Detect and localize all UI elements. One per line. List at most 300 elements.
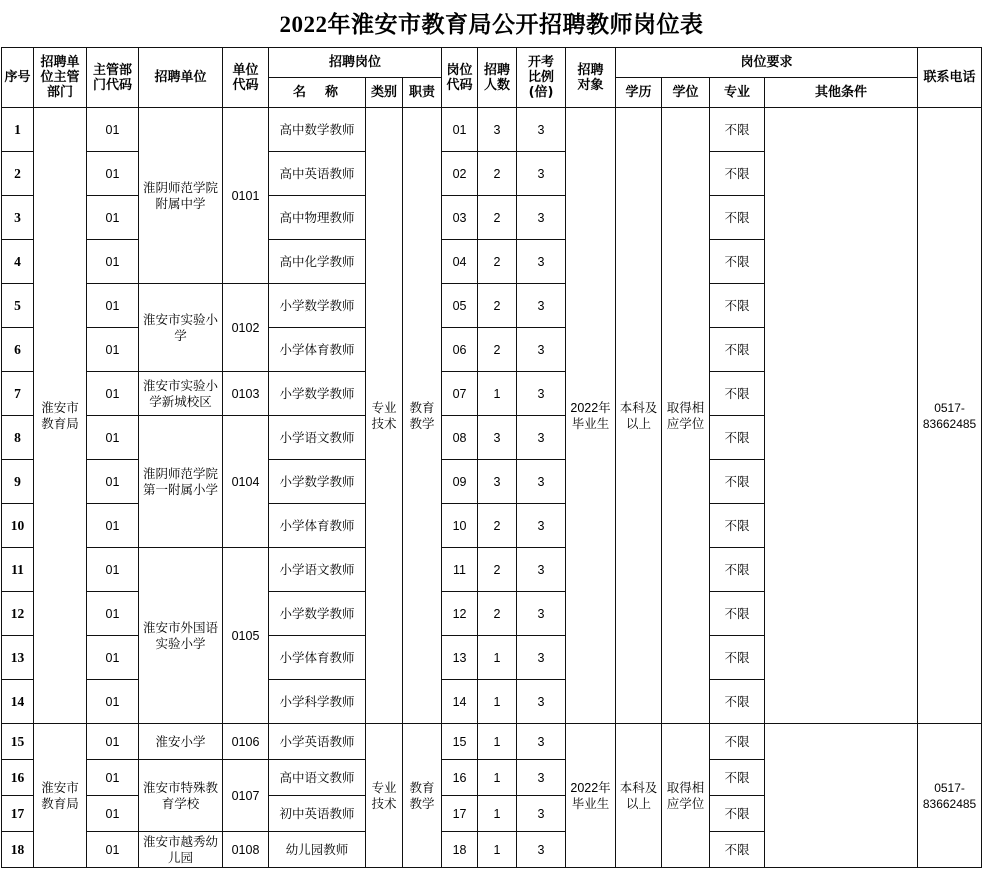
major-cell [710,796,765,832]
row-number-cell [2,328,34,372]
duty-cell [403,108,442,724]
exam-ratio: 3 [537,734,545,749]
dept-code-cell [87,196,139,240]
header-duty [403,78,442,108]
degree: 取得相应学位 [666,780,705,811]
exam-ratio-cell [517,240,566,284]
exam-ratio-cell [517,548,566,592]
other-conditions-cell [765,724,918,868]
exam-ratio: 3 [537,166,545,181]
header-dept-label: 招聘单位主管部门 [40,55,80,100]
row-number: 8 [14,429,21,445]
post-code-cell [442,548,478,592]
dept-code: 01 [105,386,120,401]
header-dept-code [87,48,139,108]
header-post-name [269,78,366,108]
exam-ratio-cell [517,196,566,240]
dept-code: 01 [105,518,120,533]
post-code-cell [442,416,478,460]
unit-name-cell [139,548,223,724]
phone-cell [918,724,982,868]
post-name-cell [269,548,366,592]
unit-code: 0108 [231,842,260,857]
dept-cell [34,724,87,868]
header-hire-count-label: 招聘人数 [484,62,511,93]
hire-count-cell [478,152,517,196]
education-cell [616,108,662,724]
unit-name-cell [139,416,223,548]
dept-code: 01 [105,166,120,181]
major-cell [710,592,765,636]
exam-ratio-cell [517,592,566,636]
post-code: 14 [452,694,467,709]
dept-code: 01 [105,734,120,749]
unit-name-cell [139,760,223,832]
dept-code: 01 [105,430,120,445]
target-cell [566,108,616,724]
row-number: 7 [14,385,21,401]
row-number-cell [2,680,34,724]
header-degree-label: 学位 [672,85,699,100]
post-name-cell [269,504,366,548]
row-number-cell [2,152,34,196]
exam-ratio-cell [517,832,566,868]
post-name: 小学数学教师 [279,386,355,401]
post-code: 12 [452,606,467,621]
header-phone-label: 联系电话 [923,70,976,85]
post-code-cell [442,372,478,416]
row-number: 17 [10,805,25,821]
hire-count-cell [478,760,517,796]
exam-ratio: 3 [537,254,545,269]
post-code: 15 [452,734,467,749]
header-unit [139,48,223,108]
major-cell [710,636,765,680]
dept-code: 01 [105,650,120,665]
hire-count: 2 [493,606,501,621]
dept-code: 01 [105,770,120,785]
row-number: 12 [10,605,25,621]
exam-ratio: 3 [537,474,545,489]
major: 不限 [724,122,750,137]
hire-count-cell [478,724,517,760]
dept-code-cell [87,284,139,328]
unit-code-cell [223,832,269,868]
post-code: 02 [452,166,467,181]
target: 2022年毕业生 [570,780,611,811]
post-code: 09 [452,474,467,489]
header-education-label: 学历 [625,85,652,100]
major-cell [710,548,765,592]
post-name-cell [269,680,366,724]
post-code-cell [442,284,478,328]
post-name: 高中英语教师 [279,166,355,181]
exam-ratio-cell [517,760,566,796]
unit-code-cell [223,108,269,284]
dept-code-cell [87,460,139,504]
hire-count: 3 [493,430,501,445]
hire-count-cell [478,548,517,592]
hire-count: 1 [493,770,501,785]
table-row [2,108,982,152]
exam-ratio-cell [517,636,566,680]
unit-code: 0106 [231,734,260,749]
header-exam-ratio-label: 开考比例(倍) [528,55,555,100]
hire-count-cell [478,284,517,328]
exam-ratio-cell [517,372,566,416]
hire-count: 2 [493,298,501,313]
page-title: 2022年淮安市教育局公开招聘教师岗位表 [279,12,704,37]
post-code-cell [442,680,478,724]
post-name-cell [269,108,366,152]
hire-count-cell [478,796,517,832]
major: 不限 [724,342,750,357]
hire-count: 2 [493,518,501,533]
education: 本科及以上 [619,780,658,811]
major: 不限 [724,386,750,401]
post-code: 04 [452,254,467,269]
post-name-cell [269,796,366,832]
row-number: 4 [14,253,21,269]
hire-count: 2 [493,342,501,357]
exam-ratio: 3 [537,562,545,577]
dept-code: 01 [105,474,120,489]
dept-code: 01 [105,606,120,621]
major: 不限 [724,210,750,225]
target-cell [566,724,616,868]
post-code: 06 [452,342,467,357]
post-code: 10 [452,518,467,533]
degree-cell [662,108,710,724]
recruitment-table [1,47,982,868]
hire-count: 3 [493,122,501,137]
header-post-code [442,48,478,108]
row-number: 14 [10,693,25,709]
dept-code-cell [87,240,139,284]
target: 2022年毕业生 [570,400,611,431]
other-conditions-cell [765,108,918,724]
dept-code: 01 [105,842,120,857]
dept-code-cell [87,760,139,796]
post-code: 03 [452,210,467,225]
post-name: 高中化学教师 [279,254,355,269]
dept-code: 01 [105,122,120,137]
post-name: 高中语文教师 [279,770,355,785]
row-number: 15 [10,733,25,749]
exam-ratio: 3 [537,806,545,821]
post-code-cell [442,460,478,504]
post-name-cell [269,372,366,416]
dept-code-cell [87,372,139,416]
post-name: 小学数学教师 [279,474,355,489]
dept-code: 01 [105,694,120,709]
post-code-cell [442,108,478,152]
duty: 教育教学 [409,780,435,811]
major-cell [710,284,765,328]
major: 不限 [724,518,750,533]
post-code-cell [442,796,478,832]
table-section [2,108,982,724]
header-unit-code-label: 单位代码 [232,62,259,93]
row-number-cell [2,636,34,680]
post-name: 小学体育教师 [279,518,355,533]
post-name-cell [269,240,366,284]
major: 不限 [724,166,750,181]
major: 不限 [724,298,750,313]
exam-ratio-cell [517,284,566,328]
post-code-cell [442,592,478,636]
row-number-cell [2,196,34,240]
duty: 教育教学 [409,400,435,431]
exam-ratio: 3 [537,650,545,665]
row-number-cell [2,832,34,868]
header-target [566,48,616,108]
post-code-cell [442,832,478,868]
table-section [2,724,982,868]
dept-code-cell [87,832,139,868]
major: 不限 [724,694,750,709]
hire-count: 1 [493,806,501,821]
header-unit-label: 招聘单位 [154,70,207,85]
unit-name-cell [139,372,223,416]
hire-count: 2 [493,254,501,269]
dept-code: 01 [105,210,120,225]
education: 本科及以上 [619,400,658,431]
unit-code-cell [223,760,269,832]
post-name: 幼儿园教师 [285,842,349,857]
row-number: 6 [14,341,21,357]
post-code-cell [442,724,478,760]
dept-code: 01 [105,298,120,313]
exam-ratio-cell [517,152,566,196]
unit-name: 淮安小学 [155,734,206,749]
hire-count: 1 [493,694,501,709]
row-number: 18 [10,841,25,857]
phone: 0517-83662485 [922,400,977,431]
hire-count: 3 [493,474,501,489]
hire-count: 1 [493,734,501,749]
duty-cell [403,724,442,868]
dept-code-cell [87,724,139,760]
post-name: 小学体育教师 [279,342,355,357]
header-post-group-label: 招聘岗位 [329,55,382,70]
header-post-code-label: 岗位代码 [446,62,473,93]
post-code: 13 [452,650,467,665]
header-exam-ratio [517,48,566,108]
header-phone [918,48,982,108]
post-name: 小学数学教师 [279,298,355,313]
header-education [616,78,662,108]
post-name: 高中物理教师 [279,210,355,225]
post-code-cell [442,328,478,372]
header-requirements-group [616,48,918,78]
unit-name: 淮安市实验小学 [142,312,218,343]
post-name: 小学语文教师 [279,430,355,445]
hire-count-cell [478,460,517,504]
post-name: 初中英语教师 [279,806,355,821]
unit-code-cell [223,724,269,760]
exam-ratio-cell [517,460,566,504]
exam-ratio-cell [517,796,566,832]
major: 不限 [724,650,750,665]
hire-count: 2 [493,210,501,225]
row-number: 10 [10,517,25,533]
post-name-cell [269,152,366,196]
major-cell [710,460,765,504]
header-major-label: 专业 [724,85,751,100]
post-code: 08 [452,430,467,445]
hire-count-cell [478,328,517,372]
post-name: 小学英语教师 [279,734,355,749]
post-code-cell [442,760,478,796]
major: 不限 [724,254,750,269]
table-header [2,48,982,108]
unit-name: 淮安市实验小学新城校区 [142,378,218,409]
row-number-cell [2,504,34,548]
exam-ratio: 3 [537,518,545,533]
header-category-label: 类别 [370,85,397,100]
post-name-cell [269,832,366,868]
category: 专业技术 [371,780,397,811]
unit-code: 0104 [231,474,260,489]
category-cell [366,108,403,724]
post-name-cell [269,284,366,328]
exam-ratio: 3 [537,298,545,313]
dept-code-cell [87,636,139,680]
degree-cell [662,724,710,868]
dept-code: 01 [105,254,120,269]
major: 不限 [724,734,750,749]
unit-name: 淮阴师范学院附属中学 [142,180,218,211]
header-seq-label: 序号 [4,70,31,85]
hire-count: 1 [493,650,501,665]
major: 不限 [724,474,750,489]
dept-code-cell [87,152,139,196]
post-name-cell [269,592,366,636]
unit-name: 淮安市特殊教育学校 [142,780,218,811]
header-other-conditions-label: 其他条件 [815,85,868,100]
hire-count: 1 [493,842,501,857]
post-name: 小学体育教师 [279,650,355,665]
post-code: 18 [452,842,467,857]
hire-count-cell [478,240,517,284]
major-cell [710,724,765,760]
header-hire-count [478,48,517,108]
exam-ratio-cell [517,504,566,548]
dept-code-cell [87,548,139,592]
hire-count-cell [478,832,517,868]
unit-name: 淮安市越秀幼儿园 [142,834,218,865]
unit-name-cell [139,108,223,284]
unit-code-cell [223,372,269,416]
dept-code-cell [87,416,139,460]
post-code-cell [442,196,478,240]
hire-count-cell [478,196,517,240]
row-number-cell [2,416,34,460]
row-number: 16 [10,769,25,785]
row-number-cell [2,592,34,636]
major-cell [710,832,765,868]
post-code-cell [442,636,478,680]
major-cell [710,372,765,416]
unit-code: 0101 [231,188,260,203]
post-name-cell [269,328,366,372]
hire-count-cell [478,108,517,152]
post-name-cell [269,196,366,240]
exam-ratio: 3 [537,122,545,137]
dept-code-cell [87,328,139,372]
dept-cell [34,108,87,724]
row-number: 1 [14,121,21,137]
post-name-cell [269,636,366,680]
phone: 0517-83662485 [922,780,977,811]
unit-code-cell [223,284,269,372]
exam-ratio-cell [517,724,566,760]
exam-ratio: 3 [537,210,545,225]
exam-ratio: 3 [537,430,545,445]
header-dept [34,48,87,108]
unit-code: 0102 [231,320,260,335]
hire-count-cell [478,504,517,548]
row-number: 3 [14,209,21,225]
header-row-1 [2,48,982,78]
unit-code: 0103 [231,386,260,401]
post-code: 16 [452,770,467,785]
post-code: 11 [453,562,467,577]
major: 不限 [724,430,750,445]
major-cell [710,196,765,240]
post-name-cell [269,760,366,796]
header-post-group [269,48,442,78]
hire-count: 2 [493,166,501,181]
dept: 淮安市教育局 [41,400,79,431]
major-cell [710,152,765,196]
header-category [366,78,403,108]
row-number-cell [2,724,34,760]
post-name: 小学语文教师 [279,562,355,577]
row-number-cell [2,796,34,832]
major: 不限 [724,842,750,857]
row-number-cell [2,108,34,152]
post-name-cell [269,724,366,760]
exam-ratio: 3 [537,770,545,785]
dept-code-cell [87,108,139,152]
post-code-cell [442,240,478,284]
dept-code-cell [87,796,139,832]
row-number: 13 [10,649,25,665]
row-number-cell [2,284,34,328]
header-duty-label: 职责 [409,85,436,100]
post-name: 小学科学教师 [279,694,355,709]
row-number: 2 [14,165,21,181]
dept-code: 01 [105,806,120,821]
header-requirements-group-label: 岗位要求 [740,55,793,70]
exam-ratio-cell [517,416,566,460]
exam-ratio: 3 [537,606,545,621]
dept-code-cell [87,592,139,636]
header-target-label: 招聘对象 [577,62,604,93]
post-code: 07 [452,386,467,401]
major: 不限 [724,770,750,785]
major-cell [710,760,765,796]
exam-ratio-cell [517,680,566,724]
header-major [710,78,765,108]
hire-count-cell [478,372,517,416]
post-name-cell [269,416,366,460]
education-cell [616,724,662,868]
major-cell [710,416,765,460]
major-cell [710,108,765,152]
